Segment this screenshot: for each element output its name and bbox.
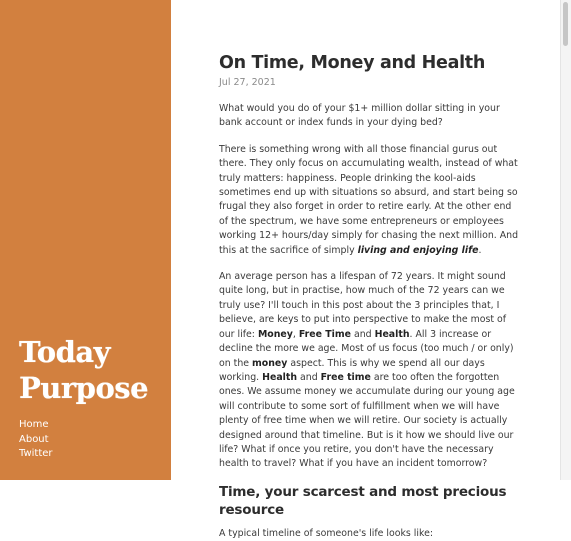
paragraph-1: What would you do of your $1+ million dollar sitting in your bank account or index funds in your dying bed? — [219, 103, 500, 129]
section-title-time: Time, your scarcest and most precious resource — [219, 483, 507, 518]
sidebar — [0, 0, 171, 480]
p3-bold-free-time-2: Free time — [320, 371, 371, 383]
paragraph-4: A typical timeline of someone's life looks like: — [219, 527, 434, 539]
paragraph-2 — [219, 143, 519, 258]
paragraph-3 — [219, 270, 519, 472]
p3-text-7: are too often the forgotten ones. We assume money we accumulate during our young age will contribute to some sort of fulfillment when we will have plenty of free time when we will retire. Our society is actually designed around that timeline. But is it how we should live our life? What if once you retire, you don't have the necessary health to travel? What if you have an incident tomorrow? — [219, 371, 515, 470]
nav-link-home[interactable]: Home — [19, 419, 49, 430]
p3-bold-free-time: Free Time — [298, 328, 351, 340]
nav-link-twitter[interactable]: Twitter — [19, 448, 53, 459]
p3-text-5: aspect. This is why we spend all our days working. — [219, 357, 485, 383]
brand-line-2: Purpose — [19, 371, 149, 405]
p3-bold-money-lower: money — [252, 357, 288, 369]
paragraph-2-text: There is something wrong with all those financial gurus out there. They only focus on accumulating wealth, instead of what truly matters: happiness. People drinking the kool-aids sometimes end up with situations so absurd, and start being so frugal they also forget in order to retire early. At the other end of the spectrum, we have some entrepreneurs or employees working 12+ hours/day simply for chasing the next million. And this at the sacrifice of simply — [219, 143, 519, 256]
p3-text-6: and — [297, 371, 321, 383]
p3-bold-health: Health — [374, 328, 410, 340]
p3-text-1: An average person has a lifespan of 72 years. It might sound quite long, but in practise, how much of the 72 years can we truly use? I'll touch in this post about the 3 principles that, I believe, are keys to put into perspective to make the most of our life: — [219, 271, 507, 340]
vertical-scrollbar[interactable] — [560, 0, 571, 480]
post-date: Jul 27, 2021 — [219, 77, 276, 88]
p3-text-3: and — [350, 328, 375, 340]
p3-text-4: . All 3 increase or decline the more we age. Most of us focus (too much / or only) on the — [219, 328, 514, 369]
site-brand[interactable] — [19, 334, 148, 406]
p3-bold-health-2: Health — [262, 371, 298, 383]
brand-line-1: Today — [19, 335, 111, 369]
paragraph-2-end: . — [478, 244, 482, 256]
post-title: On Time, Money and Health — [219, 53, 486, 73]
nav-link-about[interactable]: About — [19, 433, 49, 445]
paragraph-2-emphasis: living and enjoying life — [357, 244, 479, 256]
sidebar-nav — [19, 418, 53, 462]
scrollbar-thumb[interactable] — [563, 2, 568, 46]
p3-text-2: , — [292, 328, 299, 340]
post-content — [219, 52, 519, 541]
p3-bold-money: Money — [257, 328, 293, 340]
